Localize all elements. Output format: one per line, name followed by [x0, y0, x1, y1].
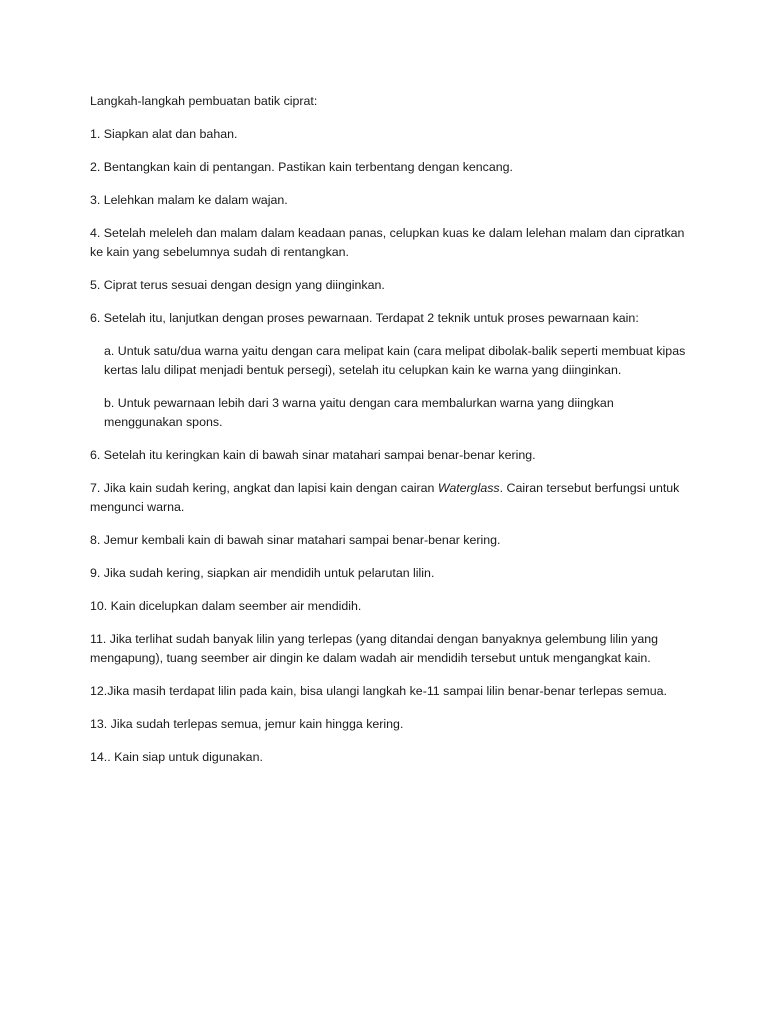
step-6-sub-b: b. Untuk pewarnaan lebih dari 3 warna yaitu dengan cara membalurkan warna yang diingkan menggunakan spons. — [104, 396, 614, 429]
step-10: 10. Kain dicelupkan dalam seember air mendidih. — [90, 599, 362, 613]
step-13: 13. Jika sudah terlepas semua, jemur kain hingga kering. — [90, 717, 404, 731]
document-heading: Langkah-langkah pembuatan batik ciprat: — [90, 94, 318, 108]
step-9: 9. Jika sudah kering, siapkan air mendidih untuk pelarutan lilin. — [90, 566, 435, 580]
step-7-before: 7. Jika kain sudah kering, angkat dan lapisi kain dengan cairan — [90, 481, 438, 495]
step-4: 4. Setelah meleleh dan malam dalam keadaan panas, celupkan kuas ke dalam lelehan malam dan cipratkan ke kain yang sebelumnya sudah di rentangkan. — [90, 226, 685, 259]
step-8: 8. Jemur kembali kain di bawah sinar matahari sampai benar-benar kering. — [90, 533, 501, 547]
step-7-waterglass: Waterglass — [437, 481, 500, 495]
step-11: 11. Jika terlihat sudah banyak lilin yang terlepas (yang ditandai dengan banyaknya gelembung lilin yang mengapung), tuang seember air dingin ke dalam wadah air mendidih tersebut untuk mengangkat kain. — [90, 632, 659, 665]
step-1: 1. Siapkan alat dan bahan. — [90, 127, 238, 141]
step-6-sub-a: a. Untuk satu/dua warna yaitu dengan cara melipat kain (cara melipat dibolak-balik seperti membuat kipas kertas lalu dilipat menjadi bentuk persegi), setelah itu celupkan kain ke warna yang diinginkan. — [104, 344, 686, 377]
step-12: 12.Jika masih terdapat lilin pada kain, bisa ulangi langkah ke-11 sampai lilin benar-benar terlepas semua. — [90, 684, 667, 698]
step-6-drying: 6. Setelah itu keringkan kain di bawah sinar matahari sampai benar-benar kering. — [90, 448, 536, 462]
step-6: 6. Setelah itu, lanjutkan dengan proses pewarnaan. Terdapat 2 teknik untuk proses pewarnaan kain: — [90, 311, 639, 325]
step-14: 14.. Kain siap untuk digunakan. — [90, 750, 263, 764]
step-7-after: . Cairan tersebut berfungsi untuk mengunci warna. — [90, 481, 680, 514]
step-3: 3. Lelehkan malam ke dalam wajan. — [90, 193, 288, 207]
step-2: 2. Bentangkan kain di pentangan. Pastikan kain terbentang dengan kencang. — [90, 160, 513, 174]
step-7 — [90, 479, 690, 517]
step-5: 5. Ciprat terus sesuai dengan design yang diinginkan. — [90, 278, 385, 292]
document-body — [90, 92, 690, 781]
